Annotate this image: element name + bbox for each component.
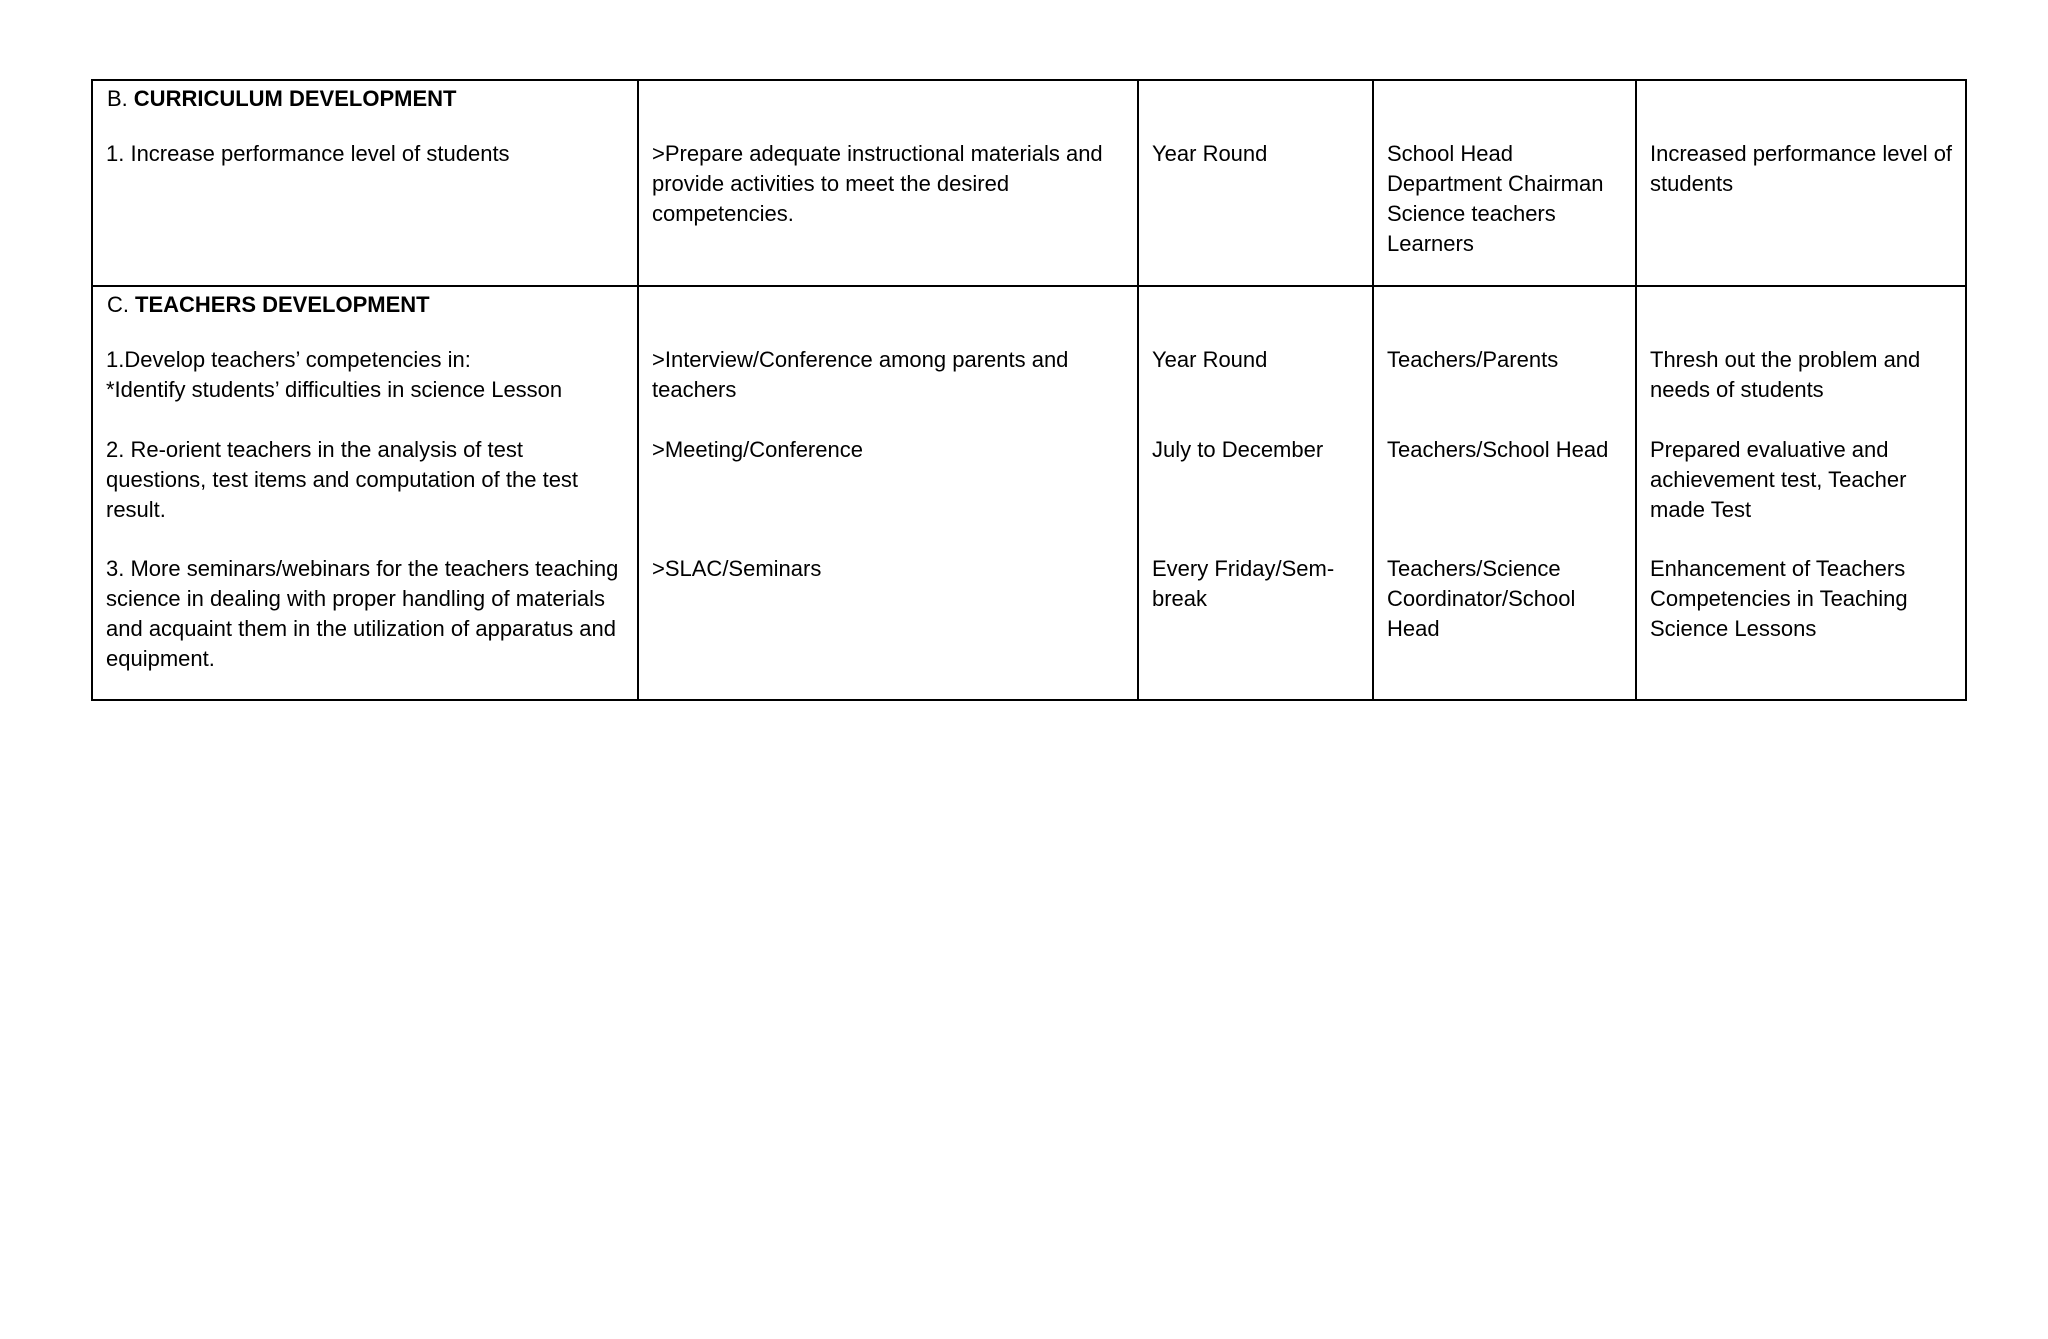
activity-cell [638,286,1138,700]
persons-involved-text: Teachers/Parents [1387,347,1559,372]
persons-involved-cell [1373,286,1636,700]
objective-text: 2. Re-orient teachers in the analysis of test questions, test items and computation of the test result. [106,437,579,522]
expected-outcome-cell [1636,286,1966,700]
table-row-curriculum-development [92,80,1966,286]
time-frame-text: July to December [1152,437,1324,462]
persons-involved-cell [1373,80,1636,286]
objective-cell [92,80,638,286]
table-row-teachers-development [92,286,1966,700]
objective-text: 1.Develop teachers’ competencies in: *Identify students’ difficulties in science Lesson [106,347,563,402]
section-heading [107,84,456,114]
expected-outcome-text: Enhancement of Teachers Competencies in Teaching Science Lessons [1650,556,1908,641]
expected-outcome-text: Increased performance level of students [1650,141,1953,196]
section-letter: B. [107,86,128,111]
activity-text: >Meeting/Conference [652,437,863,462]
section-letter: C. [107,292,129,317]
section-title: TEACHERS DEVELOPMENT [135,292,430,317]
expected-outcome-text: Prepared evaluative and achievement test, Teacher made Test [1650,437,1907,522]
activity-text: >Interview/Conference among parents and teachers [652,347,1069,402]
objective-cell [92,286,638,700]
time-frame-text: Every Friday/Sem-break [1152,556,1335,611]
objective-text: 1. Increase performance level of students [106,141,510,166]
activity-text: >Prepare adequate instructional materials and provide activities to meet the desired competencies. [652,141,1103,226]
expected-outcome-text: Thresh out the problem and needs of students [1650,347,1921,402]
time-frame-text: Year Round [1152,141,1268,166]
section-title: CURRICULUM DEVELOPMENT [133,86,457,111]
time-frame-cell [1138,286,1373,700]
time-frame-cell [1138,80,1373,286]
action-plan-table [91,79,1967,701]
section-heading [107,290,430,320]
persons-involved-text: School Head Department Chairman Science teachers Learners [1387,141,1604,256]
activity-text: >SLAC/Seminars [652,556,822,581]
persons-involved-text: Teachers/Science Coordinator/School Head [1387,556,1576,641]
time-frame-text: Year Round [1152,347,1268,372]
activity-cell [638,80,1138,286]
expected-outcome-cell [1636,80,1966,286]
objective-text: 3. More seminars/webinars for the teachers teaching science in dealing with proper handling of materials and acquaint them in the utilization of apparatus and equipment. [106,556,619,671]
persons-involved-text: Teachers/School Head [1387,437,1609,462]
